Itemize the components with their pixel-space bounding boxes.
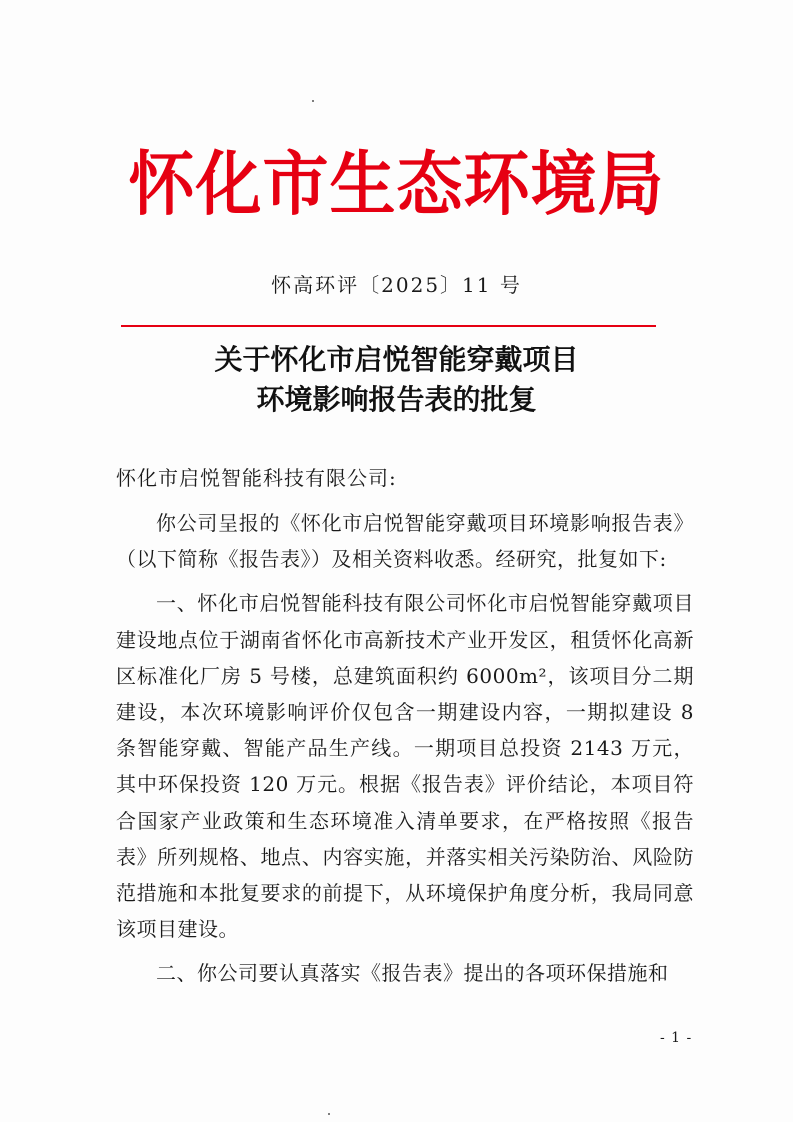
paragraph-item-1: 一、怀化市启悦智能科技有限公司怀化市启悦智能穿戴项目建设地点位于湖南省怀化市高新技术产业开发区，租赁怀化高新区标准化厂房 5 号楼，总建筑面积约 6000m²，该项目分二期建设，本次环境影响评价仅包含一期建设内容，一期拟建设 8 条智能穿戴、智能产品生产线。一期项目总投资 2143 万元，其中环保投资 120 万元。根据《报告表》评价结论，本项目符合国家产业政策和生态环境准入清单要求，在严格按照《报告表》所列规格、地点、内容实施，并落实相关污染防治、风险防范措施和本批复要求的前提下，从环境保护角度分析，我局同意该项目建设。 — [116, 591, 694, 942]
document-title — [0, 340, 793, 420]
paragraph-item-2: 二、你公司要认真落实《报告表》提出的各项环保措施和 — [156, 961, 669, 986]
title-line-2: 环境影响报告表的批复 — [256, 383, 537, 416]
document-number: 怀高环评〔2025〕11 号 — [271, 273, 522, 297]
paragraph-intro: 你公司呈报的《怀化市启悦智能穿戴项目环境影响报告表》（以下简称《报告表》）及相关资料收悉。经研究，批复如下: — [116, 511, 694, 572]
addressee: 怀化市启悦智能科技有限公司: — [116, 466, 397, 490]
page-number: - 1 - — [660, 1030, 693, 1046]
issuing-organization: 怀化市生态环境局 — [128, 144, 665, 225]
title-line-1: 关于怀化市启悦智能穿戴项目 — [214, 343, 579, 376]
red-separator-line — [121, 325, 656, 327]
scan-speck — [312, 100, 314, 102]
body-text — [116, 505, 694, 992]
scan-speck — [328, 1113, 330, 1115]
